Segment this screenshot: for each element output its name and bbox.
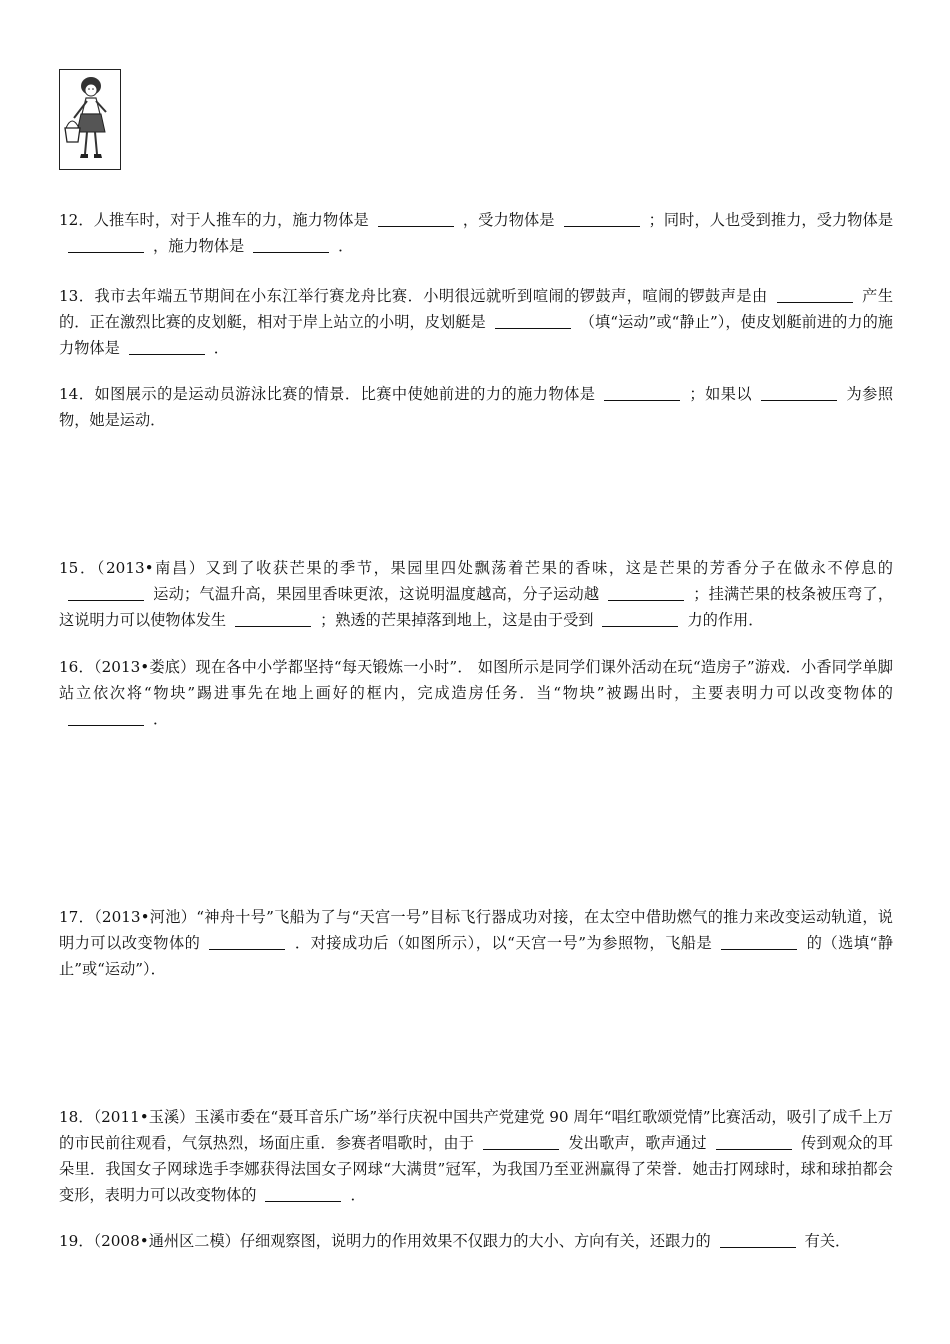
question-text: 13．我市去年端五节期间在小东江举行赛龙舟比赛．小明很远就听到喧闹的锣鼓声，喧闹的锣鼓声是由 — [59, 287, 768, 305]
question-text: ． — [213, 339, 229, 357]
answer-blank[interactable] — [602, 609, 678, 627]
question-text: 为参照物，她是运动． — [59, 385, 894, 429]
answer-blank[interactable] — [265, 1184, 341, 1202]
question-figure — [59, 69, 121, 170]
answer-blank[interactable] — [68, 583, 144, 601]
answer-blank[interactable] — [608, 583, 684, 601]
question-text: ． — [153, 710, 169, 728]
answer-blank[interactable] — [483, 1132, 559, 1150]
question-text: 运动；气温升高，果园里香味更浓，这说明温度越高，分子运动越 — [153, 585, 600, 603]
question-text: ；如果以 — [689, 385, 753, 403]
question-text: 力的作用． — [687, 611, 764, 629]
answer-blank[interactable] — [253, 235, 329, 253]
question-text: ；挂满芒果的枝条被压弯了，这说明力可以使物体发生 — [59, 585, 894, 629]
question-text: 的（选填“静止”或“运动”）． — [59, 934, 894, 978]
answer-blank[interactable] — [716, 1132, 792, 1150]
answer-blank[interactable] — [604, 383, 680, 401]
question-18 — [59, 1104, 893, 1208]
question-13 — [59, 283, 893, 361]
question-15 — [59, 555, 893, 633]
answer-blank[interactable] — [129, 337, 205, 355]
question-text: ，施力物体是 — [153, 237, 245, 255]
question-text: 14．如图展示的是运动员游泳比赛的情景．比赛中使她前进的力的施力物体是 — [59, 385, 596, 403]
answer-blank[interactable] — [378, 209, 454, 227]
answer-blank[interactable] — [564, 209, 640, 227]
question-text: 18．（2011•玉溪）玉溪市委在“聂耳音乐广场”举行庆祝中国共产党建党 90 周年“唱红歌颂党情”比赛活动，吸引了成千上万的市民前往观看，气氛热烈，场面庄重．参赛者唱歌时，由于 — [59, 1108, 893, 1152]
question-text: ． — [350, 1186, 366, 1204]
question-text: 产生的．正在激烈比赛的皮划艇，相对于岸上站立的小明，皮划艇是 — [59, 287, 894, 331]
question-text: ．对接成功后（如图所示），以“天宫一号”为参照物，飞船是 — [294, 934, 713, 952]
answer-blank[interactable] — [68, 708, 144, 726]
girl-carrying-bucket-illustration — [60, 70, 120, 169]
question-text: （填“运动”或“静止”），使皮划艇前进的力的施力物体是 — [59, 313, 893, 357]
question-text: ． — [338, 237, 354, 255]
question-text: ；熟透的芒果掉落到地上，这是由于受到 — [320, 611, 594, 629]
question-text: 16．（2013•娄底）现在各中小学都坚持“每天锻炼一小时”． 如图所示是同学们课外活动在玩“造房子”游戏．小香同学单脚站立依次将“物块”踢进事先在地上画好的框内，完成造房任务．当“物块”被踢出时，主要表明力可以改变物体的 — [59, 658, 893, 702]
question-text: 发出歌声，歌声通过 — [568, 1134, 707, 1152]
question-16 — [59, 654, 893, 732]
answer-blank[interactable] — [209, 932, 285, 950]
answer-blank[interactable] — [68, 235, 144, 253]
answer-blank[interactable] — [495, 311, 571, 329]
question-17 — [59, 904, 893, 982]
question-text: 有关． — [804, 1232, 851, 1250]
question-text: 传到观众的耳朵里．我国女子网球选手李娜获得法国女子网球“大满贯”冠军，为我国乃至亚洲赢得了荣誉．她击打网球时，球和球拍都会变形，表明力可以改变物体的 — [59, 1134, 894, 1204]
question-text: ；同时，人也受到推力，受力物体是 — [648, 211, 894, 229]
question-text: ，受力物体是 — [462, 211, 555, 229]
answer-blank[interactable] — [761, 383, 837, 401]
answer-blank[interactable] — [721, 932, 797, 950]
question-text: 15．（2013•南昌）又到了收获芒果的季节，果园里四处飘荡着芒果的香味，这是芒果的芳香分子在做永不停息的 — [59, 559, 893, 577]
answer-blank[interactable] — [720, 1230, 796, 1248]
question-text: 12．人推车时，对于人推车的力，施力物体是 — [59, 211, 369, 229]
question-14 — [59, 381, 893, 433]
question-12 — [59, 207, 893, 259]
question-19 — [59, 1228, 893, 1254]
answer-blank[interactable] — [235, 609, 311, 627]
question-text: 17．（2013•河池）“神舟十号”飞船为了与“天宫一号”目标飞行器成功对接，在太空中借助燃气的推力来改变运动轨道，说明力可以改变物体的 — [59, 908, 893, 952]
answer-blank[interactable] — [777, 285, 853, 303]
question-text: 19．（2008•通州区二模）仔细观察图，说明力的作用效果不仅跟力的大小、方向有关，还跟力的 — [59, 1232, 711, 1250]
